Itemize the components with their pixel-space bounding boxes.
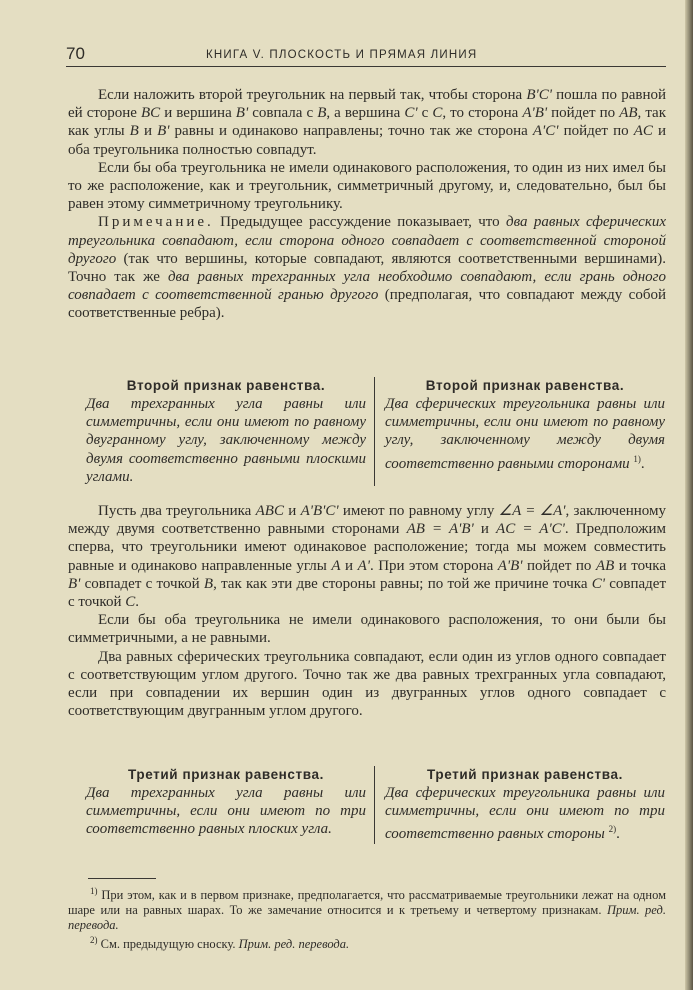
text-segment: и точка	[614, 557, 666, 574]
text-segment: , то сторона	[442, 105, 523, 122]
text-segment: Два равных сферических треугольника совпадают, если один из углов одного совпадает с соответствующим углом другого. Точно так же два равных трехгранных угла совпадают, если при совпадении их вершин один из двугранных углов одного совпадает с соответствующим двугранным углом другого.	[68, 648, 666, 720]
italic-text: A'B'C'	[300, 503, 339, 519]
running-title: КНИГА V. ПЛОСКОСТЬ И ПРЯМАЯ ЛИНИЯ	[206, 49, 478, 61]
footnote-marker: 2)	[90, 935, 98, 946]
italic-text: AC = A'C'	[496, 521, 565, 538]
criterion-heading: Второй признак равенства.	[126, 378, 326, 393]
italic-text: B	[317, 105, 327, 122]
italic-text: два равных сферических треугольника совпадают, если сторона одного совпадает с соответственной стороной другого	[68, 214, 666, 267]
criterion-text: Два сферических треугольника равны или симметричны, если они имеют по три соответственно равных стороны	[385, 785, 665, 843]
footnote	[68, 933, 666, 952]
italic-text: C	[432, 105, 443, 122]
text-segment: Если наложить второй треугольник на первый так, чтобы сторона	[98, 87, 527, 103]
footnote-ref[interactable]: 1)	[633, 453, 641, 464]
italic-text: два равных трехгранных угла необходимо совпадают, если грань одного совпадает с соответственной гранью другого	[68, 269, 666, 304]
paragraph	[68, 648, 666, 721]
italic-text: B'	[235, 105, 249, 122]
italic-text: B'	[68, 575, 81, 592]
italic-text: AB	[595, 557, 615, 574]
paragraph	[68, 159, 666, 214]
text-segment: и оба треугольника полностью совпадут.	[68, 123, 667, 158]
text-segment: и	[473, 521, 497, 538]
text-segment: Примечание.	[98, 214, 214, 231]
footnote-divider	[88, 878, 156, 879]
criterion-2-trihedral	[86, 377, 375, 486]
footnote-marker: 1)	[90, 886, 98, 896]
text-segment: Если бы оба треугольника не имели одинакового расположения, то они были бы симметричными, а не равными.	[68, 612, 666, 647]
italic-text: AB	[619, 105, 638, 122]
text-segment: пойдет по	[558, 123, 634, 140]
text-segment: , так как углы	[68, 105, 667, 140]
text-segment: с	[417, 105, 433, 122]
italic-text: B	[203, 575, 214, 592]
text-segment: , а вершина	[326, 105, 405, 122]
text-segment: , так как эти две стороны равны; по той же причине точка	[213, 575, 592, 592]
text-segment: (предполагая, что совпадают между собой соответственные ребра).	[68, 287, 666, 322]
text-segment: . Предположим сперва, что треугольники имеют одинаковое расположение; тогда мы можем совместить равные и одинаково направленные углы	[68, 521, 667, 574]
text-segment: пойдет по	[522, 557, 596, 574]
paragraph	[68, 86, 666, 159]
italic-text: Прим. ред. перевода.	[68, 903, 666, 933]
criterion-heading: Второй признак равенства.	[425, 378, 625, 393]
text-segment: (так что вершины, которые совпадают, являются соответственными вершинами). Точно так же	[68, 250, 666, 286]
text-segment: Если бы оба треугольника не имели одинакового расположения, то один из них имел бы то же расположение, как и треугольник, симметричный другому, и, следовательно, был бы равен этому симметричному треугольнику.	[68, 159, 666, 213]
italic-text: A'B'	[497, 557, 523, 574]
text-segment: и вершина	[160, 105, 236, 122]
text-segment: и	[283, 503, 301, 519]
italic-text: C'	[404, 105, 418, 122]
text-segment: Пусть два треугольника	[98, 503, 256, 519]
criterion-heading: Третий признак равенства.	[427, 767, 623, 782]
footnote	[68, 884, 666, 933]
body-text-top	[68, 86, 666, 323]
italic-text: C'	[591, 575, 605, 592]
criterion-heading: Третий признак равенства.	[128, 767, 324, 782]
criterion-3-trihedral	[86, 766, 375, 844]
period: .	[640, 455, 645, 472]
italic-text: AC	[633, 123, 653, 140]
body-text-middle	[68, 502, 666, 720]
text-segment: равны и одинаково направлены; точно так же сторона	[169, 123, 533, 140]
criterion-text: Два сферических треугольника равны или симметричны, если они имеют по равному углу, заключенному между двумя соответственно равными сторонами	[385, 396, 665, 472]
book-spine-edge	[685, 0, 693, 990]
paragraph	[68, 213, 666, 322]
text-segment: . При этом сторона	[369, 557, 498, 574]
text-segment: имеют по равному углу	[338, 503, 499, 519]
italic-text: C	[125, 594, 136, 611]
text-segment: и	[340, 557, 358, 574]
italic-text: B'C'	[526, 87, 552, 103]
italic-text: B	[129, 123, 139, 140]
paragraph	[68, 611, 666, 647]
italic-text: A'B'	[522, 105, 548, 122]
page-number: 70	[66, 44, 85, 63]
text-segment: См. предыдущую сноску.	[97, 937, 239, 952]
text-segment: пойдет по	[547, 105, 620, 122]
italic-text: ABC	[255, 503, 284, 519]
italic-text: BC	[141, 105, 161, 122]
criterion-text: Два трехгранных угла равны или симметричны, если они имеют по три соответственно равных плоских угла.	[86, 785, 366, 838]
text-segment: , заключенному между двумя соответственно равными сторонами	[68, 503, 666, 538]
criterion-text: Два трехгранных угла равны или симметричны, если они имеют по равному двугранному углу, заключенному между двумя соответственно равными плоскими углами.	[86, 396, 366, 485]
criterion-3-spherical	[375, 766, 665, 844]
footnotes	[68, 884, 666, 952]
criterion-3-columns	[86, 766, 668, 844]
text-segment: совпадет с точкой	[68, 575, 667, 611]
italic-text: AB = A'B'	[406, 521, 474, 538]
italic-text: ∠A = ∠A'	[498, 503, 566, 519]
italic-text: A'C'	[532, 123, 559, 140]
page-header	[66, 44, 666, 67]
italic-text: A	[331, 557, 341, 574]
italic-text: Прим. ред. перевода.	[238, 937, 350, 952]
italic-text: A'	[357, 557, 370, 574]
italic-text: B'	[157, 123, 170, 140]
text-segment: .	[135, 594, 139, 611]
text-segment: совпала с	[248, 105, 318, 122]
text-segment: и	[138, 123, 158, 140]
criterion-2-columns	[86, 377, 668, 486]
text-segment: совпадет с точкой	[80, 575, 204, 592]
text-segment: Предыдущее рассуждение показывает, что	[213, 214, 506, 231]
text-segment: пошла по равной ей стороне	[68, 87, 667, 122]
text-segment: При этом, как и в первом признаке, предполагается, что рассматриваемые треугольники лежат на одном шаре или на равных шарах. То же замечание относится и к третьему и четвертому признакам.	[68, 888, 666, 918]
criterion-2-spherical	[375, 377, 665, 486]
paragraph	[68, 502, 666, 611]
footnote-ref[interactable]: 2)	[608, 824, 617, 835]
period: .	[616, 826, 620, 843]
